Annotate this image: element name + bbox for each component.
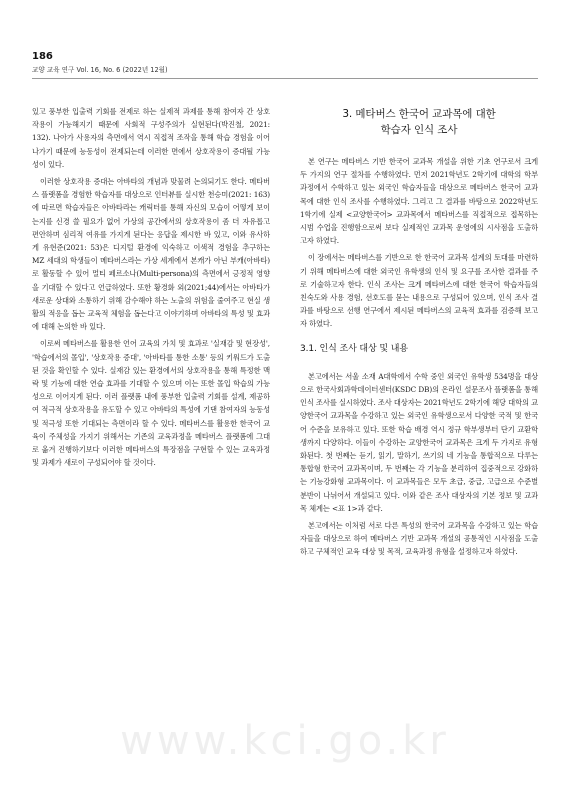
paragraph: 본 연구는 메타버스 기반 한국어 교과목 개설을 위한 기초 연구로서 크게 두 가지의 연구 절차를 수행하였다. 먼저 2021학년도 2학기에 대학의 학부 과정에서 수학하고 있는 외국인 학습자들을 대상으로 메타버스 한국어 교과목에 대한 인식 조사를 수행하였다. 그리고 그 결과를 바탕으로 2022학년도 1학기에 실제 <교양한국어> 교과목에서 메타버스를 직접적으로 접목하는 시범 수업을 진행함으로써 보다 실제적인 교과목 운영에의 시사점을 도출하고자 하였다. [300,157,538,246]
section-title-line2: 학습자 인식 조사 [380,124,458,136]
watermark: www.kci.go.kr [120,718,450,764]
page-number: 186 [32,51,53,62]
paragraph: 이 장에서는 메타버스를 기반으로 한 한국어 교과목 설계의 토대를 마련하기 위해 메타버스에 대한 외국인 유학생의 인식 및 요구를 조사한 결과를 주로 기술하고자 한다. 인식 조사는 크게 메타버스에 대한 한국어 학습자들의 친숙도와 사용 경험, 선호도를 묻는 내용으로 구성되어 있으며, 인식 조사 결과를 바탕으로 선행 연구에서 제시된 메타버스의 교육적 효과를 검증해 보고자 하였다. [300,253,538,329]
paragraph: 있고 풍부한 입출력 기회를 전제로 하는 실제적 과제를 통해 참여자 간 상호작용이 가능해지기 때문에 사회적 구성주의가 실현된다(박진철, 2021: 132). 나아가 사용자의 측면에서 역시 직접적 조작을 통해 학습 경험을 이어나가기 때문에 능동성이 전제되는데 이러한 면에서 상호작용이 증대될 가능성이 있다. [32,107,270,169]
section-title-line1: 3. 메타버스 한국어 교과목에 대한 [342,108,496,120]
subsection-title: 3.1. 인식 조사 대상 및 내용 [300,343,408,354]
header-rule [32,78,538,79]
paragraph: 본고에서는 이처럼 서로 다른 특성의 한국어 교과목을 수강하고 있는 학습자들을 대상으로 하여 메타버스 기반 교과목 개설의 공통적인 시사점을 도출하고 구체적인 교육 대상 및 목적, 교육과정 유형을 설정하고자 하였다. [300,521,538,557]
paragraph: 본고에서는 서울 소재 A대학에서 수학 중인 외국인 유학생 534명을 대상으로 한국사회과학데이터센터(KSDC DB)의 온라인 설문조사 플랫폼을 통해 인식 조사를 실시하였다. 조사 대상자는 2021학년도 2학기에 해당 대학의 교양한국어 교과목을 수강하고 있는 외국인 유학생으로서 다양한 국적 및 한국어 수준을 보유하고 있다. 또한 학습 배경 역시 정규 학부생부터 단기 교환학생까지 다양하다. 이들이 수강하는 교양한국어 교과목은 크게 두 가지로 유형화된다. 첫 번째는 듣기, 읽기, 말하기, 쓰기의 네 기능을 통합적으로 다루는 통합형 한국어 교과목이며, 두 번째는 각 기능을 분리하여 집중적으로 강화하는 기능강화형 교과목이다. 이 교과목들은 모두 초급, 중급, 고급으로 수준별 분반이 나뉘어서 개설되고 있다. 이와 같은 조사 대상자의 기본 정보 및 교과목 체계는 <표 1>과 같다. [300,371,538,513]
page-header [32,51,168,74]
paragraph: 이러한 상호작용 증대는 아바타의 개념과 맞물려 논의되기도 한다. 메타버스 플랫폼을 경험한 학습자를 대상으로 인터뷰를 실시한 천승미(2021: 163)에 따르면 학습자들은 아바타라는 캐릭터를 통해 자신의 모습이 어떻게 보이는지를 신경 쓸 필요가 없어 가상의 공간에서의 상호작용이 좀 더 자유롭고 편안하며 심리적 여유를 가지게 된다는 응답을 제시한 바 있고, 이와 유사하게 유현준(2021: 53)은 디지털 환경에 익숙하고 이색적 경험을 추구하는 MZ 세대의 학생들이 메타버스라는 가상 세계에서 본캐가 아닌 부캐(아바타)로 활동할 수 있어 멀티 페르소나(Multi-persona)의 측면에서 긍정적 영향을 기대할 수 있다고 언급하였다. 또한 황경화 외(2021;44)에서는 아바타가 새로운 상대와 소통하기 위해 감수해야 하는 노출의 위험을 줄여주고 현실 생활의 적응을 돕는 교육적 체험을 돕는다고 이야기하며 아바타의 특성 및 효과에 대해 논의한 바 있다. [32,177,270,332]
paragraph: 이로써 메타버스를 활용한 언어 교육의 가치 및 효과로 '실재감 및 현장성', '학습에서의 몰입', '상호작용 증대', '아바타를 통한 소통' 등의 키워드가 도출된 것을 확인할 수 있다. 실재감 있는 환경에서의 상호작용을 통해 특정한 맥락 및 기능에 대한 연습 효과를 기대할 수 있으며 이는 또한 몰입 학습의 가능성으로 이어지게 된다. 이러 플랫폼 내에 풍부한 입출력 기회를 설계, 제공하여 적극적 상호작용을 유도할 수 있고 아바타의 특성에 기댄 참여자의 능동성 및 적극성 또한 기대되는 측면이라 할 수 있다. 메타버스를 활용한 한국어 교육이 주체성을 가지기 위해서는 기존의 교육과정을 메타버스 플랫폼에 그대로 옮겨 진행하기보다 이러한 메타버스의 특장점을 구현할 수 있는 교육과정 및 과제가 새로이 구성되어야 할 것이다. [32,339,270,468]
section-title [300,106,538,138]
right-column [300,106,538,559]
left-column [32,105,270,469]
journal-info: 교양 교육 연구 Vol. 16, No. 6 (2022년 12월) [32,66,168,74]
